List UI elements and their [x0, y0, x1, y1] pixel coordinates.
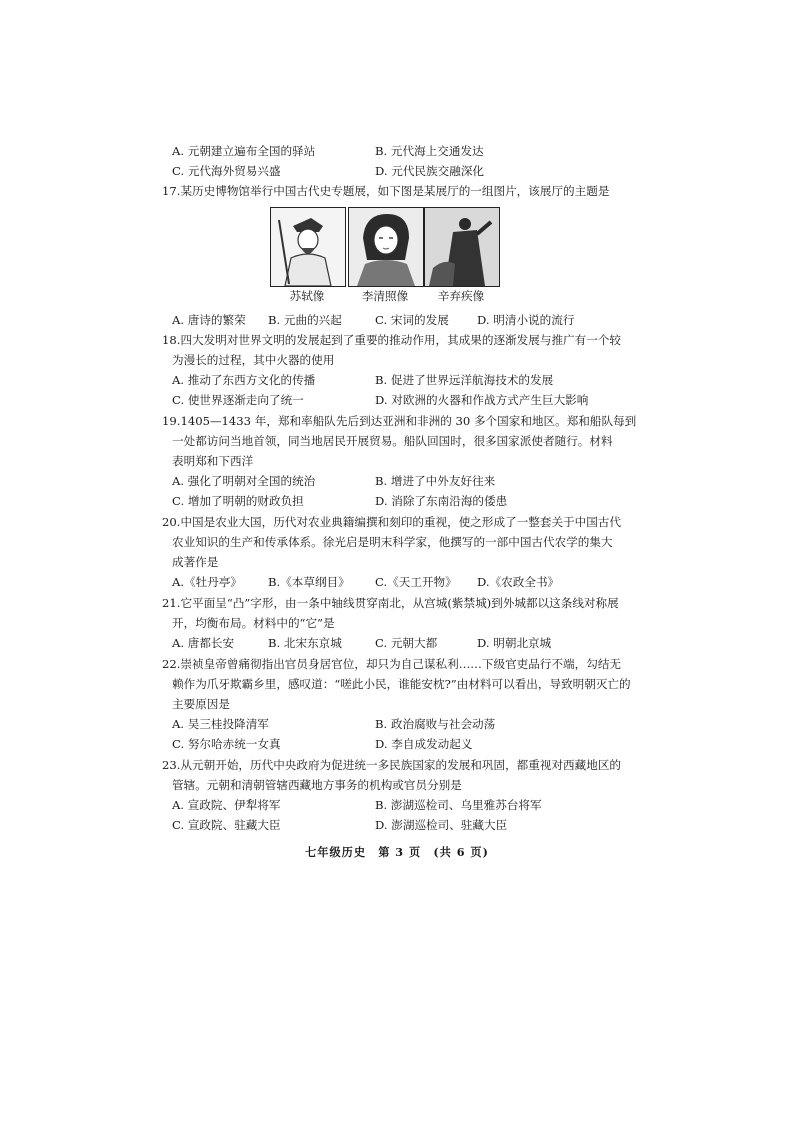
q21-stem-line: 21.它平面呈“凸”字形，由一条中轴线贯穿南北，从宫城(紫禁城)到外城都以这条线对称展	[162, 596, 619, 610]
su-shi-portrait	[270, 207, 346, 287]
q20-stem-line: 成著作是	[172, 555, 219, 569]
q19-option-b[interactable]: B. 增进了中外友好往来	[375, 474, 496, 488]
xin-qiji-statue	[424, 207, 500, 287]
q17-option-b[interactable]: B. 元曲的兴起	[268, 313, 342, 327]
q18-stem-line: 为漫长的过程，其中火器的使用	[172, 353, 335, 367]
q22-stem-line: 赖作为爪牙欺霸乡里，感叹道：“嗟此小民，谁能安枕?”由材料可以看出，导致明朝灭亡的	[172, 677, 631, 691]
q23-option-d[interactable]: D. 澎湖巡检司、驻藏大臣	[375, 818, 508, 832]
q22-stem-line: 主要原因是	[172, 697, 230, 711]
q16-option-d[interactable]: D. 元代民族交融深化	[375, 164, 485, 178]
q23-option-a[interactable]: A. 宣政院、伊犁将军	[172, 798, 281, 812]
caption-su-shi: 苏轼像	[289, 289, 325, 303]
q21-option-c[interactable]: C. 元朝大都	[375, 636, 438, 650]
q17-option-d[interactable]: D. 明清小说的流行	[477, 313, 575, 327]
q18-option-c[interactable]: C. 使世界逐渐走向了统一	[172, 393, 304, 407]
q23-option-c[interactable]: C. 宣政院、驻藏大臣	[172, 818, 281, 832]
q21-option-a[interactable]: A. 唐都长安	[172, 636, 235, 650]
q20-option-d[interactable]: D.《农政全书》	[477, 575, 560, 589]
caption-li-qingzhao: 李清照像	[361, 289, 409, 303]
q18-option-a[interactable]: A. 推动了东西方文化的传播	[172, 373, 316, 387]
q21-option-b[interactable]: B. 北宋东京城	[268, 636, 342, 650]
q16-option-a[interactable]: A. 元朝建立遍布全国的驿站	[172, 144, 316, 158]
li-qingzhao-portrait	[348, 207, 424, 287]
caption-xin-qiji: 辛弃疾像	[437, 289, 485, 303]
q18-option-b[interactable]: B. 促进了世界远洋航海技术的发展	[375, 373, 554, 387]
q18-option-d[interactable]: D. 对欧洲的火器和作战方式产生巨大影响	[375, 393, 589, 407]
q16-option-b[interactable]: B. 元代海上交通发达	[375, 144, 484, 158]
q20-option-a[interactable]: A.《牡丹亭》	[172, 575, 243, 589]
q21-stem-line: 开，均衡布局。材料中的“它”是	[172, 616, 335, 630]
q22-stem-line: 22.崇祯皇帝曾痛彻指出官员身居官位，却只为自己谋私利……下级官吏品行不端，勾结无	[162, 657, 622, 671]
q22-option-b[interactable]: B. 政治腐败与社会动荡	[375, 717, 496, 731]
q23-stem-line: 管辖。元朝和清朝管辖西藏地方事务的机构或官员分别是	[172, 778, 462, 792]
q18-stem-line: 18.四大发明对世界文明的发展起到了重要的推动作用，其成果的逐渐发展与推广有一个较	[162, 333, 622, 347]
q23-stem-line: 23.从元朝开始，历代中央政府为促进统一多民族国家的发展和巩固，都重视对西藏地区的	[162, 758, 622, 772]
q23-option-b[interactable]: B. 澎湖巡检司、乌里雅苏台将军	[375, 798, 542, 812]
q17-option-c[interactable]: C. 宋词的发展	[375, 313, 449, 327]
q20-stem-line: 农业知识的生产和传承体系。徐光启是明末科学家，他撰写的一部中国古代农学的集大	[172, 535, 613, 549]
q21-option-d[interactable]: D. 明朝北京城	[477, 636, 552, 650]
q22-option-c[interactable]: C. 努尔哈赤统一女真	[172, 737, 281, 751]
q16-option-c[interactable]: C. 元代海外贸易兴盛	[172, 164, 281, 178]
q17-option-a[interactable]: A. 唐诗的繁荣	[172, 313, 246, 327]
q22-option-d[interactable]: D. 李自成发动起义	[375, 737, 473, 751]
q17-stem: 17.某历史博物馆举行中国古代史专题展，如下图是某展厅的一组图片，该展厅的主题是	[162, 184, 610, 198]
q19-option-d[interactable]: D. 消除了东南沿海的倭患	[375, 494, 508, 508]
q19-option-a[interactable]: A. 强化了明朝对全国的统治	[172, 474, 316, 488]
q19-stem-line: 一处都访问当地首领，同当地居民开展贸易。船队回国时，很多国家派使者随行。材料	[172, 434, 613, 448]
q20-stem-line: 20.中国是农业大国，历代对农业典籍编撰和刻印的重视，使之形成了一整套关于中国古代	[162, 515, 622, 529]
q19-stem-line: 19.1405—1433 年，郑和率船队先后到达亚洲和非洲的 30 多个国家和地区。郑和船队每到	[162, 414, 637, 428]
page-footer: 七年级历史 第 3 页 (共 6 页)	[305, 845, 489, 859]
q19-stem-line: 表明郑和下西洋	[172, 454, 254, 468]
q20-option-b[interactable]: B.《本草纲目》	[268, 575, 350, 589]
q19-option-c[interactable]: C. 增加了明朝的财政负担	[172, 494, 304, 508]
q22-option-a[interactable]: A. 吴三桂投降清军	[172, 717, 269, 731]
q20-option-c[interactable]: C.《天工开物》	[375, 575, 457, 589]
